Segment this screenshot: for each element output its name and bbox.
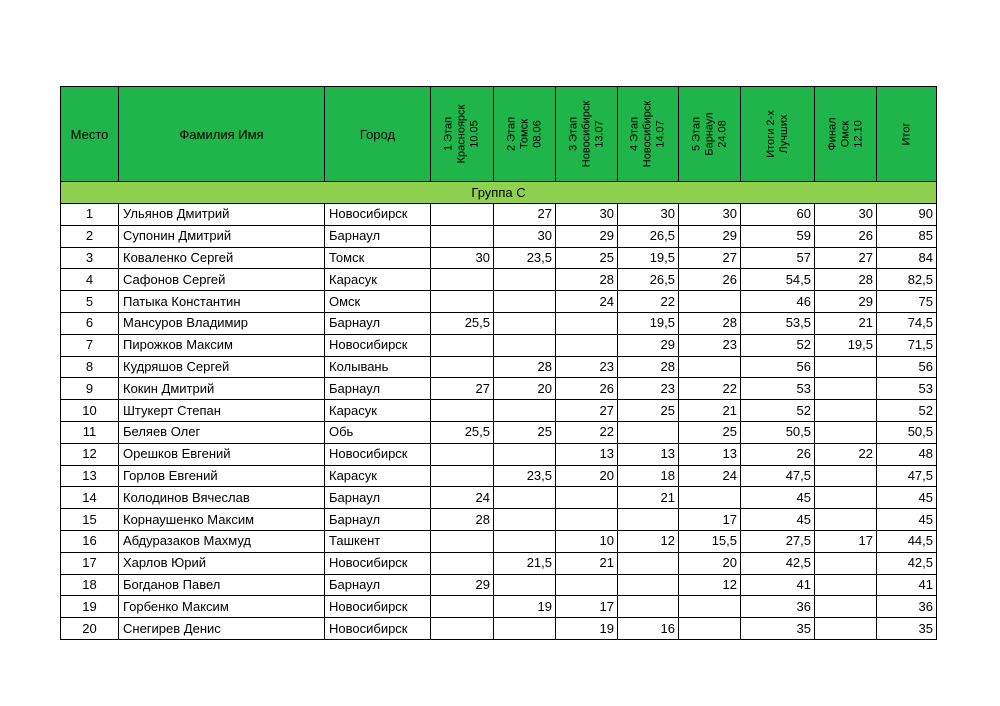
col-place: Место (61, 87, 119, 182)
cell-s1 (431, 465, 494, 487)
cell-final: 26 (815, 225, 877, 247)
cell-s2: 21,5 (494, 552, 556, 574)
cell-total: 71,5 (877, 334, 937, 356)
cell-s3: 19 (556, 618, 618, 640)
cell-name: Пирожков Максим (119, 334, 325, 356)
cell-name: Кудряшов Сергей (119, 356, 325, 378)
cell-place: 7 (61, 334, 119, 356)
table-row (61, 574, 937, 596)
table-row (61, 204, 937, 226)
cell-s1: 27 (431, 378, 494, 400)
cell-name: Корнаушенко Максим (119, 509, 325, 531)
cell-total: 41 (877, 574, 937, 596)
cell-place: 12 (61, 443, 119, 465)
cell-s5: 24 (679, 465, 741, 487)
cell-best2: 46 (741, 291, 815, 313)
cell-final: 19,5 (815, 334, 877, 356)
cell-total: 74,5 (877, 312, 937, 334)
cell-s1 (431, 356, 494, 378)
cell-total: 45 (877, 509, 937, 531)
cell-s5: 22 (679, 378, 741, 400)
cell-place: 8 (61, 356, 119, 378)
cell-place: 17 (61, 552, 119, 574)
cell-city: Барнаул (325, 312, 431, 334)
col-stage1: 1 Этап Красноярск 10.05 (431, 87, 494, 182)
cell-final (815, 618, 877, 640)
cell-final: 30 (815, 204, 877, 226)
cell-best2: 53 (741, 378, 815, 400)
cell-s3: 13 (556, 443, 618, 465)
table-row (61, 421, 937, 443)
cell-s2 (494, 618, 556, 640)
cell-s3: 24 (556, 291, 618, 313)
cell-s5: 20 (679, 552, 741, 574)
cell-s3 (556, 509, 618, 531)
table-row (61, 356, 937, 378)
cell-city: Омск (325, 291, 431, 313)
cell-place: 9 (61, 378, 119, 400)
cell-total: 75 (877, 291, 937, 313)
cell-total: 52 (877, 400, 937, 422)
cell-s2 (494, 291, 556, 313)
cell-city: Новосибирск (325, 596, 431, 618)
cell-total: 45 (877, 487, 937, 509)
cell-name: Сафонов Сергей (119, 269, 325, 291)
cell-s3: 29 (556, 225, 618, 247)
cell-s2 (494, 400, 556, 422)
cell-s4 (618, 574, 679, 596)
cell-total: 42,5 (877, 552, 937, 574)
cell-s1 (431, 334, 494, 356)
cell-s2 (494, 312, 556, 334)
cell-place: 15 (61, 509, 119, 531)
cell-s3: 25 (556, 247, 618, 269)
cell-s5: 25 (679, 421, 741, 443)
cell-s3: 20 (556, 465, 618, 487)
cell-final (815, 574, 877, 596)
table-row (61, 509, 937, 531)
cell-s4: 19,5 (618, 312, 679, 334)
table-row (61, 618, 937, 640)
cell-s4 (618, 509, 679, 531)
cell-place: 20 (61, 618, 119, 640)
cell-s5: 28 (679, 312, 741, 334)
cell-city: Новосибирск (325, 334, 431, 356)
table-row (61, 596, 937, 618)
cell-city: Барнаул (325, 225, 431, 247)
cell-final (815, 552, 877, 574)
cell-s1 (431, 552, 494, 574)
table-row (61, 269, 937, 291)
cell-s2: 25 (494, 421, 556, 443)
cell-s1: 28 (431, 509, 494, 531)
col-name: Фамилия Имя (119, 87, 325, 182)
cell-s1 (431, 269, 494, 291)
cell-s2: 23,5 (494, 247, 556, 269)
table-row (61, 334, 937, 356)
cell-s4: 29 (618, 334, 679, 356)
cell-s3 (556, 574, 618, 596)
cell-total: 50,5 (877, 421, 937, 443)
table-row (61, 312, 937, 334)
cell-final: 22 (815, 443, 877, 465)
cell-city: Барнаул (325, 509, 431, 531)
cell-s3 (556, 487, 618, 509)
cell-s1 (431, 596, 494, 618)
cell-s5: 15,5 (679, 530, 741, 552)
group-label: Группа С (61, 182, 937, 204)
cell-total: 90 (877, 204, 937, 226)
cell-total: 84 (877, 247, 937, 269)
cell-final (815, 509, 877, 531)
cell-city: Барнаул (325, 378, 431, 400)
cell-s4 (618, 421, 679, 443)
cell-s3: 10 (556, 530, 618, 552)
cell-s5 (679, 291, 741, 313)
cell-s1 (431, 400, 494, 422)
cell-s4: 16 (618, 618, 679, 640)
cell-s2 (494, 334, 556, 356)
cell-city: Новосибирск (325, 204, 431, 226)
cell-place: 1 (61, 204, 119, 226)
cell-city: Новосибирск (325, 443, 431, 465)
group-row (61, 182, 937, 204)
cell-total: 53 (877, 378, 937, 400)
cell-s5: 21 (679, 400, 741, 422)
table-row (61, 400, 937, 422)
cell-place: 10 (61, 400, 119, 422)
cell-s1 (431, 225, 494, 247)
cell-final (815, 356, 877, 378)
cell-s3: 28 (556, 269, 618, 291)
cell-name: Абдуразаков Махмуд (119, 530, 325, 552)
cell-final: 28 (815, 269, 877, 291)
cell-place: 16 (61, 530, 119, 552)
cell-s4: 13 (618, 443, 679, 465)
cell-final: 17 (815, 530, 877, 552)
cell-s5: 26 (679, 269, 741, 291)
cell-s1 (431, 443, 494, 465)
cell-s4 (618, 552, 679, 574)
cell-city: Барнаул (325, 574, 431, 596)
col-stage2: 2 Этап Томск 08.06 (494, 87, 556, 182)
cell-s2: 28 (494, 356, 556, 378)
cell-final (815, 400, 877, 422)
table-row (61, 225, 937, 247)
cell-s4: 30 (618, 204, 679, 226)
cell-s2 (494, 443, 556, 465)
cell-s3: 23 (556, 356, 618, 378)
cell-best2: 42,5 (741, 552, 815, 574)
cell-city: Томск (325, 247, 431, 269)
cell-s1: 24 (431, 487, 494, 509)
cell-final: 29 (815, 291, 877, 313)
cell-total: 82,5 (877, 269, 937, 291)
cell-name: Снегирев Денис (119, 618, 325, 640)
cell-s2 (494, 509, 556, 531)
cell-s4: 19,5 (618, 247, 679, 269)
cell-name: Мансуров Владимир (119, 312, 325, 334)
cell-s5: 12 (679, 574, 741, 596)
cell-s5: 27 (679, 247, 741, 269)
cell-city: Колывань (325, 356, 431, 378)
cell-place: 5 (61, 291, 119, 313)
cell-best2: 52 (741, 400, 815, 422)
cell-s2: 20 (494, 378, 556, 400)
table-row (61, 378, 937, 400)
cell-s3: 22 (556, 421, 618, 443)
cell-s5 (679, 356, 741, 378)
cell-city: Новосибирск (325, 618, 431, 640)
cell-best2: 59 (741, 225, 815, 247)
cell-s2 (494, 269, 556, 291)
cell-s2 (494, 530, 556, 552)
cell-s4: 26,5 (618, 269, 679, 291)
cell-city: Карасук (325, 269, 431, 291)
cell-total: 35 (877, 618, 937, 640)
cell-best2: 45 (741, 509, 815, 531)
col-stage5: 5 Этап Барнаул 24.08 (679, 87, 741, 182)
cell-best2: 36 (741, 596, 815, 618)
cell-final (815, 421, 877, 443)
col-best2: Итоги 2-х Лучших (741, 87, 815, 182)
col-final: Финал Омск 12.10 (815, 87, 877, 182)
cell-city: Карасук (325, 400, 431, 422)
cell-best2: 52 (741, 334, 815, 356)
cell-place: 6 (61, 312, 119, 334)
cell-final: 21 (815, 312, 877, 334)
cell-s3: 17 (556, 596, 618, 618)
cell-place: 14 (61, 487, 119, 509)
cell-s4: 22 (618, 291, 679, 313)
cell-s1 (431, 530, 494, 552)
cell-s2: 27 (494, 204, 556, 226)
cell-s5 (679, 487, 741, 509)
cell-s4: 21 (618, 487, 679, 509)
cell-s3: 26 (556, 378, 618, 400)
cell-s1: 25,5 (431, 312, 494, 334)
cell-total: 56 (877, 356, 937, 378)
table-row (61, 443, 937, 465)
cell-city: Карасук (325, 465, 431, 487)
cell-s4: 12 (618, 530, 679, 552)
table-row (61, 487, 937, 509)
cell-s5 (679, 596, 741, 618)
cell-place: 11 (61, 421, 119, 443)
cell-final (815, 487, 877, 509)
table-row (61, 291, 937, 313)
cell-final (815, 378, 877, 400)
cell-total: 85 (877, 225, 937, 247)
cell-s3: 27 (556, 400, 618, 422)
table-row (61, 552, 937, 574)
results-table (60, 86, 937, 640)
col-city: Город (325, 87, 431, 182)
cell-s1 (431, 618, 494, 640)
cell-name: Колодинов Вячеслав (119, 487, 325, 509)
cell-best2: 50,5 (741, 421, 815, 443)
cell-best2: 56 (741, 356, 815, 378)
cell-name: Патыка Константин (119, 291, 325, 313)
cell-s4: 26,5 (618, 225, 679, 247)
cell-s3 (556, 334, 618, 356)
cell-total: 47,5 (877, 465, 937, 487)
cell-s5: 29 (679, 225, 741, 247)
cell-total: 48 (877, 443, 937, 465)
cell-place: 18 (61, 574, 119, 596)
cell-s4 (618, 596, 679, 618)
cell-name: Богданов Павел (119, 574, 325, 596)
cell-city: Новосибирск (325, 552, 431, 574)
cell-final (815, 596, 877, 618)
cell-name: Горбенко Максим (119, 596, 325, 618)
table-row (61, 530, 937, 552)
cell-best2: 27,5 (741, 530, 815, 552)
cell-s5: 30 (679, 204, 741, 226)
cell-name: Штукерт Степан (119, 400, 325, 422)
cell-s1: 25,5 (431, 421, 494, 443)
cell-s2: 23,5 (494, 465, 556, 487)
col-stage3: 3 Этап Новосибирск 13.07 (556, 87, 618, 182)
cell-s1 (431, 291, 494, 313)
cell-name: Ульянов Дмитрий (119, 204, 325, 226)
cell-place: 2 (61, 225, 119, 247)
cell-name: Супонин Дмитрий (119, 225, 325, 247)
header-row (61, 87, 937, 182)
cell-s1: 30 (431, 247, 494, 269)
cell-best2: 47,5 (741, 465, 815, 487)
cell-name: Орешков Евгений (119, 443, 325, 465)
cell-s4: 25 (618, 400, 679, 422)
table-row (61, 247, 937, 269)
cell-name: Горлов Евгений (119, 465, 325, 487)
cell-best2: 41 (741, 574, 815, 596)
cell-city: Ташкент (325, 530, 431, 552)
cell-final (815, 465, 877, 487)
cell-s1: 29 (431, 574, 494, 596)
cell-s4: 28 (618, 356, 679, 378)
cell-s1 (431, 204, 494, 226)
cell-s5 (679, 618, 741, 640)
cell-place: 4 (61, 269, 119, 291)
cell-s3 (556, 312, 618, 334)
cell-s5: 13 (679, 443, 741, 465)
cell-city: Барнаул (325, 487, 431, 509)
cell-s2: 30 (494, 225, 556, 247)
cell-total: 36 (877, 596, 937, 618)
table-row (61, 465, 937, 487)
cell-best2: 53,5 (741, 312, 815, 334)
cell-city: Обь (325, 421, 431, 443)
cell-best2: 26 (741, 443, 815, 465)
cell-best2: 57 (741, 247, 815, 269)
cell-place: 13 (61, 465, 119, 487)
cell-s2 (494, 574, 556, 596)
cell-best2: 60 (741, 204, 815, 226)
cell-name: Беляев Олег (119, 421, 325, 443)
cell-best2: 35 (741, 618, 815, 640)
cell-s2: 19 (494, 596, 556, 618)
cell-s4: 23 (618, 378, 679, 400)
cell-final: 27 (815, 247, 877, 269)
cell-name: Харлов Юрий (119, 552, 325, 574)
cell-place: 3 (61, 247, 119, 269)
col-total: Итог (877, 87, 937, 182)
cell-s5: 23 (679, 334, 741, 356)
cell-place: 19 (61, 596, 119, 618)
cell-s2 (494, 487, 556, 509)
cell-name: Коваленко Сергей (119, 247, 325, 269)
cell-s4: 18 (618, 465, 679, 487)
cell-s3: 21 (556, 552, 618, 574)
cell-total: 44,5 (877, 530, 937, 552)
cell-s5: 17 (679, 509, 741, 531)
cell-best2: 54,5 (741, 269, 815, 291)
cell-s3: 30 (556, 204, 618, 226)
cell-name: Кокин Дмитрий (119, 378, 325, 400)
col-stage4: 4 Этап Новосибирск 14.07 (618, 87, 679, 182)
cell-best2: 45 (741, 487, 815, 509)
